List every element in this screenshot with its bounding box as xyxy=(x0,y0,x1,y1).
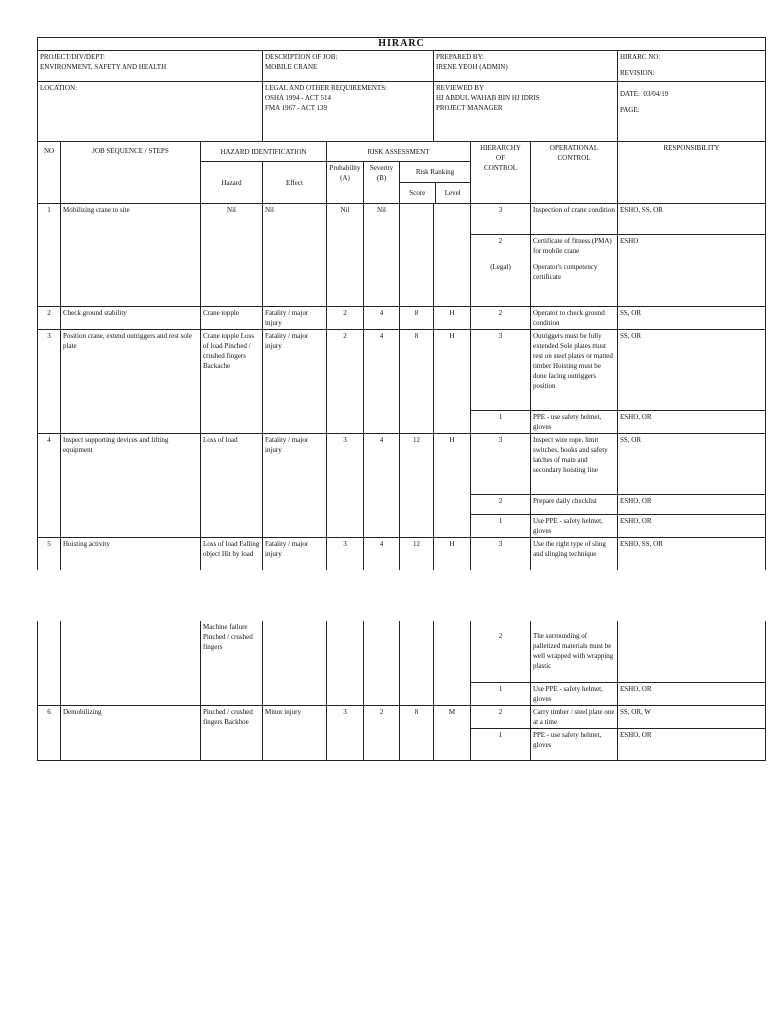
col-operational xyxy=(531,142,618,204)
hier-line-1: HIERARCHY xyxy=(480,144,521,152)
ranking-label: Risk Ranking xyxy=(400,162,470,183)
row-hazard: Nil xyxy=(201,204,263,307)
row-effect xyxy=(263,621,327,705)
row-hierarchy: 3 xyxy=(471,538,531,570)
row-effect: Fatality / major injury xyxy=(263,330,327,434)
location-label: LOCATION: xyxy=(40,84,77,92)
sev-line-2: (B) xyxy=(376,174,387,182)
row-no: 6 xyxy=(38,705,61,760)
table-row xyxy=(38,204,766,235)
description-label: DESCRIPTION OF JOB: xyxy=(265,53,338,61)
row-job: Check ground stability xyxy=(61,307,201,330)
legal-tag: (Legal) xyxy=(490,263,511,271)
col-hierarchy xyxy=(471,142,531,204)
row-responsibility: ESHO, SS, OR xyxy=(618,538,766,570)
op-text-b: Operator's competency certificate xyxy=(533,263,598,281)
sev-line-1: Severity xyxy=(369,164,394,172)
row-hierarchy: 2 xyxy=(471,705,531,728)
op-line-1: OPERATIONAL xyxy=(549,144,599,152)
col-no: NO xyxy=(38,142,61,204)
row-hierarchy: 3 xyxy=(471,204,531,235)
revision-label: REVISION: xyxy=(620,69,655,77)
row-level xyxy=(434,204,471,307)
prepared-label: PREPARED BY: xyxy=(436,53,484,61)
row-hierarchy: 3 xyxy=(471,434,531,495)
row-responsibility: SS, OR xyxy=(618,330,766,411)
row-no: 1 xyxy=(38,204,61,307)
row-probability: 3 xyxy=(327,538,364,570)
row-job: Inspect supporting devices and lifting equipment xyxy=(61,434,201,538)
hierarchy-value: 2 xyxy=(498,237,503,245)
row-job: Position crane, extend outriggers and rest sole plate xyxy=(61,330,201,434)
row-probability: 2 xyxy=(327,330,364,434)
row-hazard: Crane topple Loss of load Pinched / crushed fingers Backache xyxy=(201,330,263,434)
table-row xyxy=(38,538,766,570)
project-value: ENVIRONMENT, SAFETY AND HEALTH xyxy=(40,63,167,71)
project-label: PROJECT/DIV/DEPT: xyxy=(40,53,105,61)
date-line xyxy=(620,89,763,99)
row-operational: Outriggers must be fully extended Sole plates must rest on steel plates or matted timber Hoisting must be done facing outriggers position xyxy=(531,330,618,411)
hirarc-table-top xyxy=(37,37,766,570)
row-hierarchy: 1 xyxy=(471,728,531,760)
date-label: DATE: xyxy=(620,90,640,98)
row-no: 2 xyxy=(38,307,61,330)
row-hierarchy: 2 xyxy=(471,495,531,515)
row-hierarchy: 1 xyxy=(471,515,531,538)
row-level: M xyxy=(434,705,471,760)
row-responsibility: ESHO, OR xyxy=(618,411,766,434)
prob-line-2: (A) xyxy=(340,174,350,182)
op-text-a: Certificate of fitness (PMA) for mobile crane xyxy=(533,237,612,255)
row-severity: 4 xyxy=(364,434,400,538)
row-hazard: Pinched / crushed fingers Backhoe xyxy=(201,705,263,760)
table-row xyxy=(38,705,766,728)
reviewed-label: REVIEWED BY xyxy=(436,84,485,92)
row-score: 12 xyxy=(400,434,434,538)
row-score: 8 xyxy=(400,330,434,434)
col-level: Level xyxy=(444,189,461,197)
row-severity: 4 xyxy=(364,307,400,330)
row-level: H xyxy=(434,434,471,538)
row-responsibility: SS, OR xyxy=(618,307,766,330)
row-operational: PPE - use safety helmet, gloves xyxy=(531,411,618,434)
prepared-value: IRENE YEOH (ADMIN) xyxy=(436,63,508,71)
document-title: HIRARC xyxy=(38,38,766,51)
reviewed-cell xyxy=(434,82,618,142)
row-effect: Minor injury xyxy=(263,705,327,760)
row-responsibility: ESHO xyxy=(618,235,766,307)
row-severity xyxy=(364,621,400,705)
hier-line-3: CONTROL xyxy=(483,164,518,172)
row-responsibility: ESHO, SS, OR xyxy=(618,204,766,235)
row-score xyxy=(400,621,434,705)
row-operational: PPE - use safety helmet, gloves xyxy=(531,728,618,760)
row-operational: Use PPE - safety helmet, gloves xyxy=(531,515,618,538)
row-hazard: Loss of load xyxy=(201,434,263,538)
row-operational: The surrounding of palletized materials must be well wrapped with wrapping plastic xyxy=(531,621,618,682)
row-operational: Use the right type of sling and slinging technique xyxy=(531,538,618,570)
legal-cell xyxy=(263,82,434,142)
reviewed-role: PROJECT MANAGER xyxy=(436,104,503,112)
hirarc-no-cell xyxy=(618,51,766,82)
row-probability: 3 xyxy=(327,434,364,538)
row-responsibility: SS, OR, W xyxy=(618,705,766,728)
row-level xyxy=(434,621,471,705)
reviewed-name: HJ ABDUL WAHAB BIN HJ IDRIS xyxy=(436,94,540,102)
col-severity xyxy=(364,162,400,204)
row-hazard: Loss of load Falling object Hit by load xyxy=(201,538,263,570)
row-severity: Nil xyxy=(364,204,400,307)
table-row xyxy=(38,330,766,411)
row-job: Mobilizing crane to site xyxy=(61,204,201,307)
row-effect: Fatality / major injury xyxy=(263,307,327,330)
row-score xyxy=(400,204,434,307)
description-cell xyxy=(263,51,434,82)
row-operational xyxy=(531,235,618,307)
row-responsibility: ESHO, OR xyxy=(618,515,766,538)
row-responsibility: SS, OR xyxy=(618,434,766,495)
row-no: 3 xyxy=(38,330,61,434)
row-no xyxy=(38,621,61,705)
table-row xyxy=(38,621,766,682)
row-operational: Carry timber / steel plate one at a time xyxy=(531,705,618,728)
row-probability: 3 xyxy=(327,705,364,760)
row-hierarchy: 2 xyxy=(471,621,531,682)
col-risk-ranking xyxy=(400,162,471,204)
col-job: JOB SEQUENCE / STEPS xyxy=(61,142,201,204)
hirarc-no-label: HIRARC NO: xyxy=(620,53,661,61)
row-responsibility: ESHO, OR xyxy=(618,495,766,515)
prob-line-1: Probability xyxy=(329,164,361,172)
row-operational: Inspection of crane condition xyxy=(531,204,618,235)
row-operational: Inspect wire rope, limit switches, hooks and safety latches of main and secondary hoisting line xyxy=(531,434,618,495)
row-operational: Operator to check ground condition xyxy=(531,307,618,330)
col-responsibility: RESPONSIBILITY xyxy=(618,142,766,204)
col-hazard-id: HAZARD IDENTIFICATION xyxy=(201,142,327,162)
row-severity: 2 xyxy=(364,705,400,760)
row-job: Demobilizing xyxy=(61,705,201,760)
row-probability: 2 xyxy=(327,307,364,330)
row-level: H xyxy=(434,307,471,330)
legal-fma: FMA 1967 - ACT 139 xyxy=(265,104,328,112)
row-hierarchy xyxy=(471,235,531,307)
date-cell xyxy=(618,82,766,142)
row-no: 4 xyxy=(38,434,61,538)
row-job xyxy=(61,621,201,705)
row-responsibility: ESHO, OR xyxy=(618,682,766,705)
row-hazard: Machine failure Pinched / crushed fingers xyxy=(201,621,263,705)
col-hazard: Hazard xyxy=(201,162,263,204)
col-probability xyxy=(327,162,364,204)
description-value: MOBILE CRANE xyxy=(265,63,318,71)
row-effect: Fatality / major injury xyxy=(263,538,327,570)
row-effect: Nil xyxy=(263,204,327,307)
row-operational: Prepare daily checklist xyxy=(531,495,618,515)
row-job: Hoisting activity xyxy=(61,538,201,570)
legal-osha: OSHA 1994 - ACT 514 xyxy=(265,94,331,102)
col-score: Score xyxy=(400,183,436,203)
row-severity: 4 xyxy=(364,330,400,434)
page-label: PAGE: xyxy=(620,106,640,114)
table-row xyxy=(38,434,766,495)
row-effect: Fatality / major injury xyxy=(263,434,327,538)
hirarc-table-continued xyxy=(37,621,766,761)
row-hazard: Crane topple xyxy=(201,307,263,330)
date-value: 03/04/19 xyxy=(643,90,669,98)
project-cell xyxy=(38,51,263,82)
row-hierarchy: 3 xyxy=(471,330,531,411)
row-probability xyxy=(327,621,364,705)
row-probability: Nil xyxy=(327,204,364,307)
row-level: H xyxy=(434,330,471,434)
row-operational: Use PPE - safety helmet, gloves xyxy=(531,682,618,705)
row-severity: 4 xyxy=(364,538,400,570)
col-risk: RISK ASSESSMENT xyxy=(327,142,471,162)
row-no: 5 xyxy=(38,538,61,570)
row-responsibility xyxy=(618,621,766,682)
row-hierarchy: 1 xyxy=(471,682,531,705)
row-score: 8 xyxy=(400,705,434,760)
row-score: 12 xyxy=(400,538,434,570)
row-hierarchy: 2 xyxy=(471,307,531,330)
row-hierarchy: 1 xyxy=(471,411,531,434)
col-effect: Effect xyxy=(263,162,327,204)
row-score: 8 xyxy=(400,307,434,330)
op-line-2: CONTROL xyxy=(557,154,591,162)
legal-label: LEGAL AND OTHER REQUIREMENTS: xyxy=(265,84,388,92)
hier-line-2: OF xyxy=(496,154,505,162)
row-level: H xyxy=(434,538,471,570)
prepared-cell xyxy=(434,51,618,82)
location-cell xyxy=(38,82,263,142)
row-responsibility: ESHO, OR xyxy=(618,728,766,760)
table-row xyxy=(38,307,766,330)
